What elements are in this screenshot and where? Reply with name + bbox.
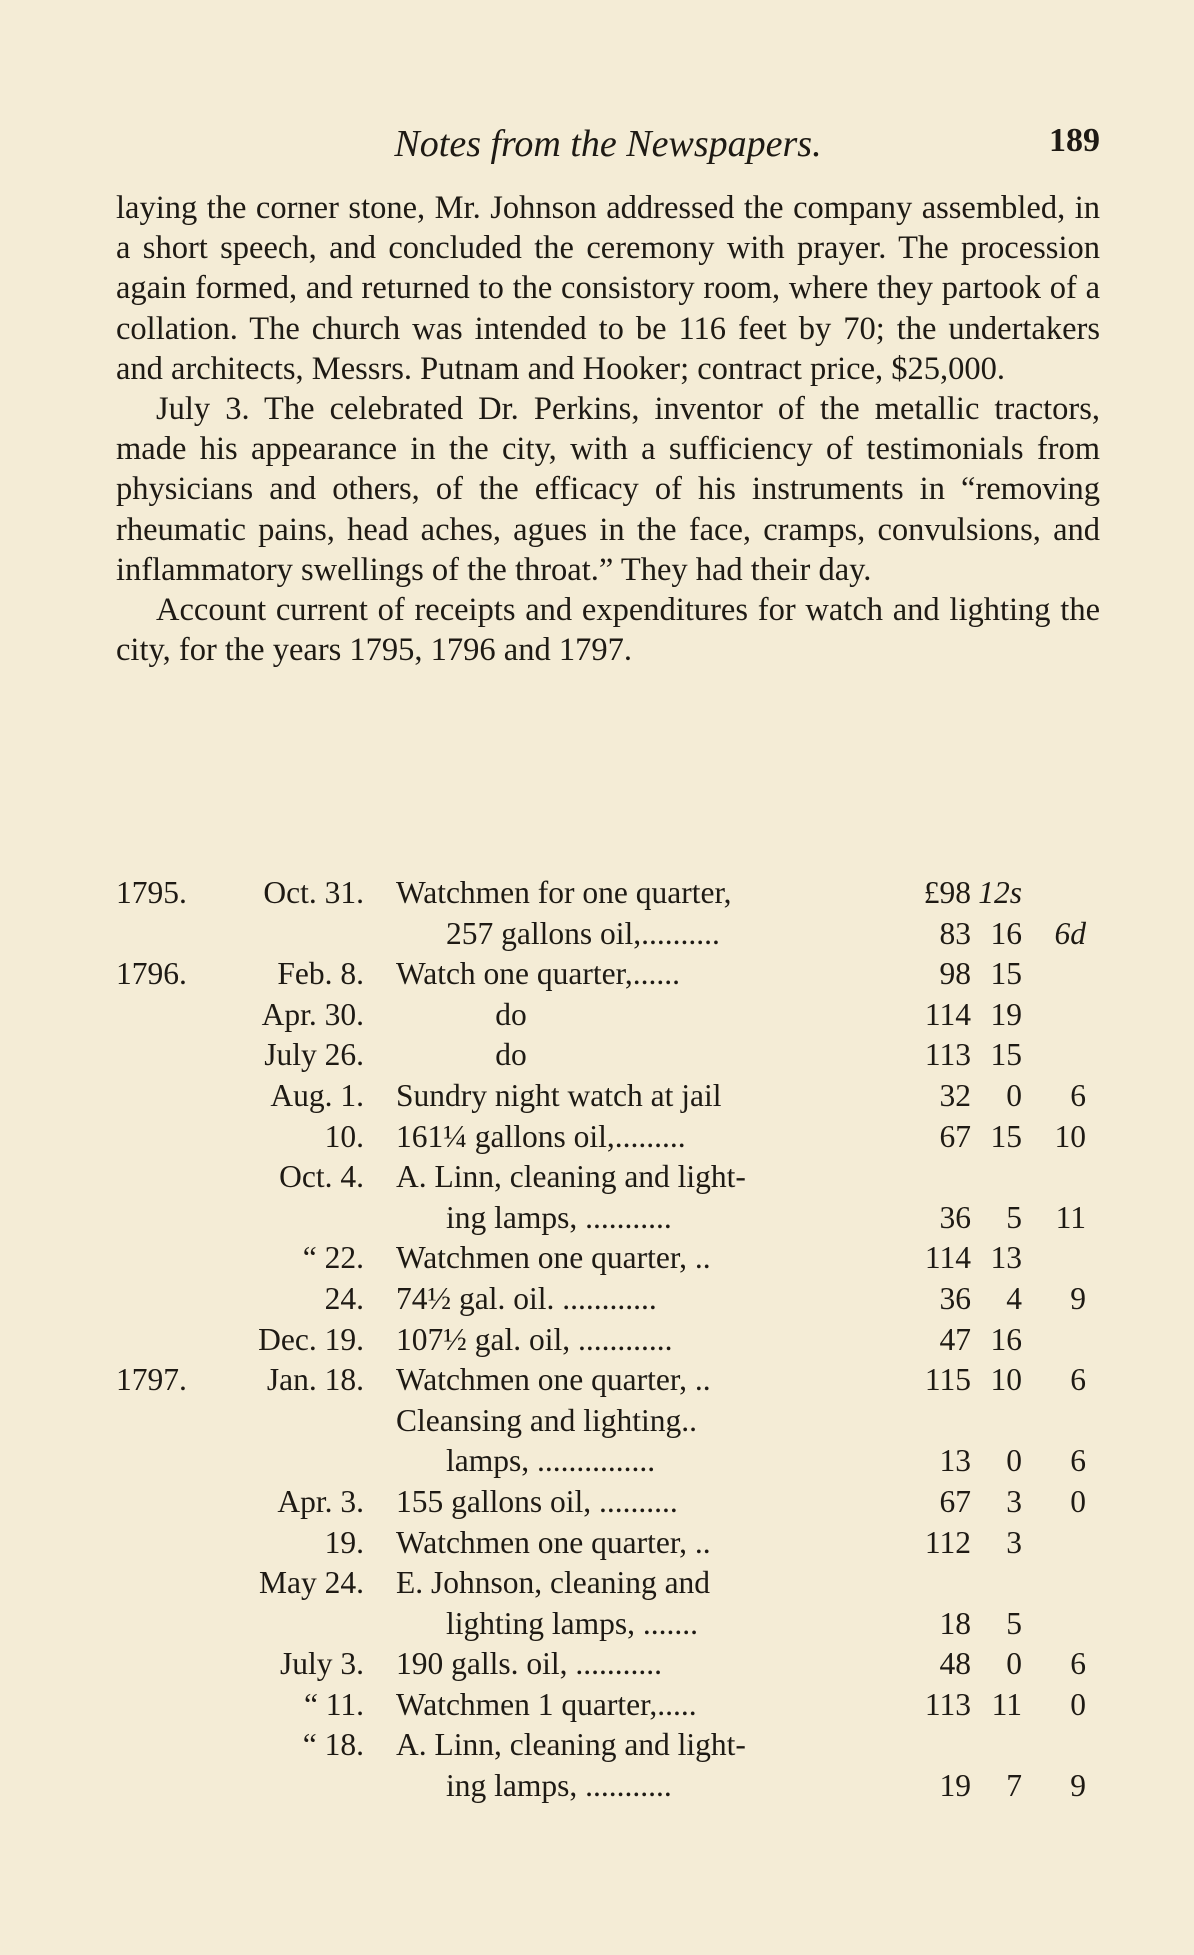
ledger-row (116, 916, 1106, 957)
ledger-item: Watch one quarter,...... (396, 956, 680, 992)
ledger-date: July 3. (279, 1646, 364, 1682)
ledger-shillings: 16 (990, 1321, 1022, 1357)
ledger-item: lighting lamps, ....... (446, 1605, 698, 1641)
ledger-date: 19. (324, 1524, 364, 1560)
ledger-pence: 10 (1054, 1118, 1086, 1154)
ledger-year: 1795. (116, 875, 187, 910)
ledger-date: Feb. 8. (277, 956, 364, 992)
ledger-row (116, 1078, 1106, 1119)
ledger-item: do (495, 996, 527, 1032)
ledger-row (116, 1281, 1106, 1322)
ledger-item: Watchmen one quarter, .. (396, 1524, 711, 1560)
ledger-date: Oct. 4. (279, 1159, 364, 1195)
ledger-pounds: 19 (939, 1768, 971, 1804)
ledger-item: Watchmen one quarter, .. (396, 1240, 711, 1276)
ledger-item: A. Linn, cleaning and light- (396, 1727, 746, 1763)
ledger-date: 10. (324, 1118, 364, 1154)
ledger-item: Watchmen one quarter, .. (396, 1362, 711, 1398)
body-text (116, 188, 1100, 670)
ledger-row (116, 1443, 1106, 1484)
ledger-shillings: 15 (990, 1118, 1022, 1154)
ledger-row (116, 1362, 1106, 1403)
ledger-item: 74½ gal. oil. ............ (396, 1280, 657, 1316)
ledger-pence: 6 (1070, 1362, 1086, 1398)
account-ledger (116, 875, 1106, 1809)
ledger-date: Jan. 18. (266, 1362, 364, 1398)
ledger-row (116, 875, 1106, 916)
ledger-pence: 11 (1055, 1199, 1086, 1235)
paragraph-account-intro: Account current of receipts and expenditures for watch and lighting the city, for the years 1795, 1796 and 1797. (116, 592, 1100, 669)
ledger-row (116, 1565, 1106, 1606)
ledger-row (116, 1037, 1106, 1078)
ledger-pounds: 83 (939, 915, 971, 951)
paragraph-dr-perkins: July 3. The celebrated Dr. Perkins, inventor of the metallic tractors, made his appearance in the city, with a sufficiency of testimonials from physicians and others, of the efficacy of his instruments in “removing rheumatic pains, head aches, agues in the face, cramps, convulsions, and inflammatory swellings of the throat.” They had their day. (116, 391, 1100, 588)
ledger-pounds: 47 (939, 1321, 971, 1357)
ledger-row (116, 1322, 1106, 1363)
ledger-pence: 9 (1070, 1280, 1086, 1316)
running-title: Notes from the Newspapers. (394, 123, 822, 165)
ledger-item: Watchmen 1 quarter,..... (396, 1686, 697, 1722)
ledger-pence: 9 (1070, 1768, 1086, 1804)
ledger-date: 24. (324, 1280, 364, 1316)
ledger-pounds: 113 (924, 1686, 971, 1722)
ledger-date: May 24. (259, 1565, 364, 1601)
ledger-date: “ 18. (302, 1727, 364, 1763)
ledger-shillings: 3 (1006, 1524, 1022, 1560)
ledger-pounds: 114 (924, 1240, 971, 1276)
ledger-year: 1797. (116, 1362, 187, 1398)
ledger-pence: 6 (1070, 1077, 1086, 1113)
ledger-shillings: 11 (991, 1686, 1022, 1722)
ledger-item: Watchmen for one quarter, (396, 875, 732, 910)
ledger-pence: 0 (1070, 1483, 1086, 1519)
ledger-pounds: 13 (939, 1443, 971, 1479)
ledger-shillings: 5 (1006, 1605, 1022, 1641)
ledger-item: 107½ gal. oil, ............ (396, 1321, 673, 1357)
ledger-pounds: £98 (923, 875, 971, 910)
page-number: 189 (1049, 122, 1100, 159)
ledger-shillings: 19 (990, 996, 1022, 1032)
ledger-pounds: 112 (924, 1524, 971, 1560)
ledger-pounds: 36 (939, 1280, 971, 1316)
ledger-item: lamps, ............... (446, 1443, 656, 1479)
ledger-pounds: 32 (939, 1077, 971, 1113)
ledger-pounds: 48 (939, 1646, 971, 1682)
ledger-shillings: 13 (990, 1240, 1022, 1276)
ledger-pounds: 113 (924, 1037, 971, 1073)
ledger-pounds: 36 (939, 1199, 971, 1235)
ledger-item: 190 galls. oil, ........... (396, 1646, 662, 1682)
ledger-row (116, 1119, 1106, 1160)
ledger-year: 1796. (116, 956, 187, 992)
ledger-item: Sundry night watch at jail (396, 1077, 722, 1113)
ledger-shillings: 12s (978, 875, 1022, 910)
page-header (116, 122, 1100, 172)
ledger-item: 155 gallons oil, .......... (396, 1483, 678, 1519)
ledger-shillings: 15 (990, 1037, 1022, 1073)
ledger-shillings: 5 (1006, 1199, 1022, 1235)
ledger-shillings: 0 (1006, 1443, 1022, 1479)
ledger-pounds: 67 (939, 1483, 971, 1519)
ledger-date: Dec. 19. (258, 1321, 364, 1357)
ledger-item: ing lamps, ........... (446, 1199, 672, 1235)
ledger-row (116, 1606, 1106, 1647)
ledger-shillings: 16 (990, 915, 1022, 951)
ledger-pence: 0 (1070, 1686, 1086, 1722)
ledger-shillings: 4 (1006, 1280, 1022, 1316)
ledger-item: ing lamps, ........... (446, 1768, 672, 1804)
ledger-row (116, 1240, 1106, 1281)
ledger-date: Apr. 30. (261, 996, 364, 1032)
ledger-date: Oct. 31. (263, 875, 364, 910)
ledger-item: A. Linn, cleaning and light- (396, 1159, 746, 1195)
ledger-row (116, 1727, 1106, 1768)
ledger-item: 161¼ gallons oil,......... (396, 1118, 686, 1154)
ledger-shillings: 7 (1006, 1768, 1022, 1804)
ledger-row (116, 1646, 1106, 1687)
ledger-pounds: 67 (939, 1118, 971, 1154)
ledger-row (116, 997, 1106, 1038)
paragraph-church-ceremony: laying the corner stone, Mr. Johnson addressed the company assembled, in a short speech, and concluded the ceremony with prayer. The procession again formed, and returned to the consistory room, where they partook of a collation. The church was intended to be 116 feet by 70; the undertakers and architects, Messrs. Putnam and Hooker; contract price, $25,000. (116, 190, 1100, 387)
ledger-item: do (495, 1037, 527, 1073)
ledger-row (116, 1159, 1106, 1200)
ledger-shillings: 10 (990, 1362, 1022, 1398)
ledger-shillings: 15 (990, 956, 1022, 992)
ledger-row (116, 1687, 1106, 1728)
ledger-date: Apr. 3. (277, 1483, 364, 1519)
ledger-shillings: 3 (1006, 1483, 1022, 1519)
ledger-row (116, 1403, 1106, 1444)
ledger-row (116, 1768, 1106, 1809)
ledger-date: July 26. (264, 1037, 364, 1073)
ledger-pounds: 18 (939, 1605, 971, 1641)
ledger-shillings: 0 (1006, 1646, 1022, 1682)
ledger-date: Aug. 1. (270, 1077, 364, 1113)
ledger-pence: 6 (1070, 1646, 1086, 1682)
ledger-date: “ 11. (303, 1686, 364, 1722)
ledger-item: 257 gallons oil,.......... (446, 915, 720, 951)
ledger-row (116, 956, 1106, 997)
ledger-row (116, 1525, 1106, 1566)
ledger-shillings: 0 (1006, 1077, 1022, 1113)
ledger-item: Cleansing and lighting.. (396, 1402, 697, 1438)
ledger-pounds: 114 (924, 996, 971, 1032)
ledger-item: E. Johnson, cleaning and (396, 1565, 711, 1601)
ledger-date: “ 22. (302, 1240, 364, 1276)
ledger-pence: 6 (1070, 1443, 1086, 1479)
ledger-pounds: 98 (939, 956, 971, 992)
ledger-pence: 6d (1054, 915, 1086, 951)
ledger-pounds: 115 (924, 1362, 971, 1398)
ledger-row (116, 1200, 1106, 1241)
ledger-row (116, 1484, 1106, 1525)
